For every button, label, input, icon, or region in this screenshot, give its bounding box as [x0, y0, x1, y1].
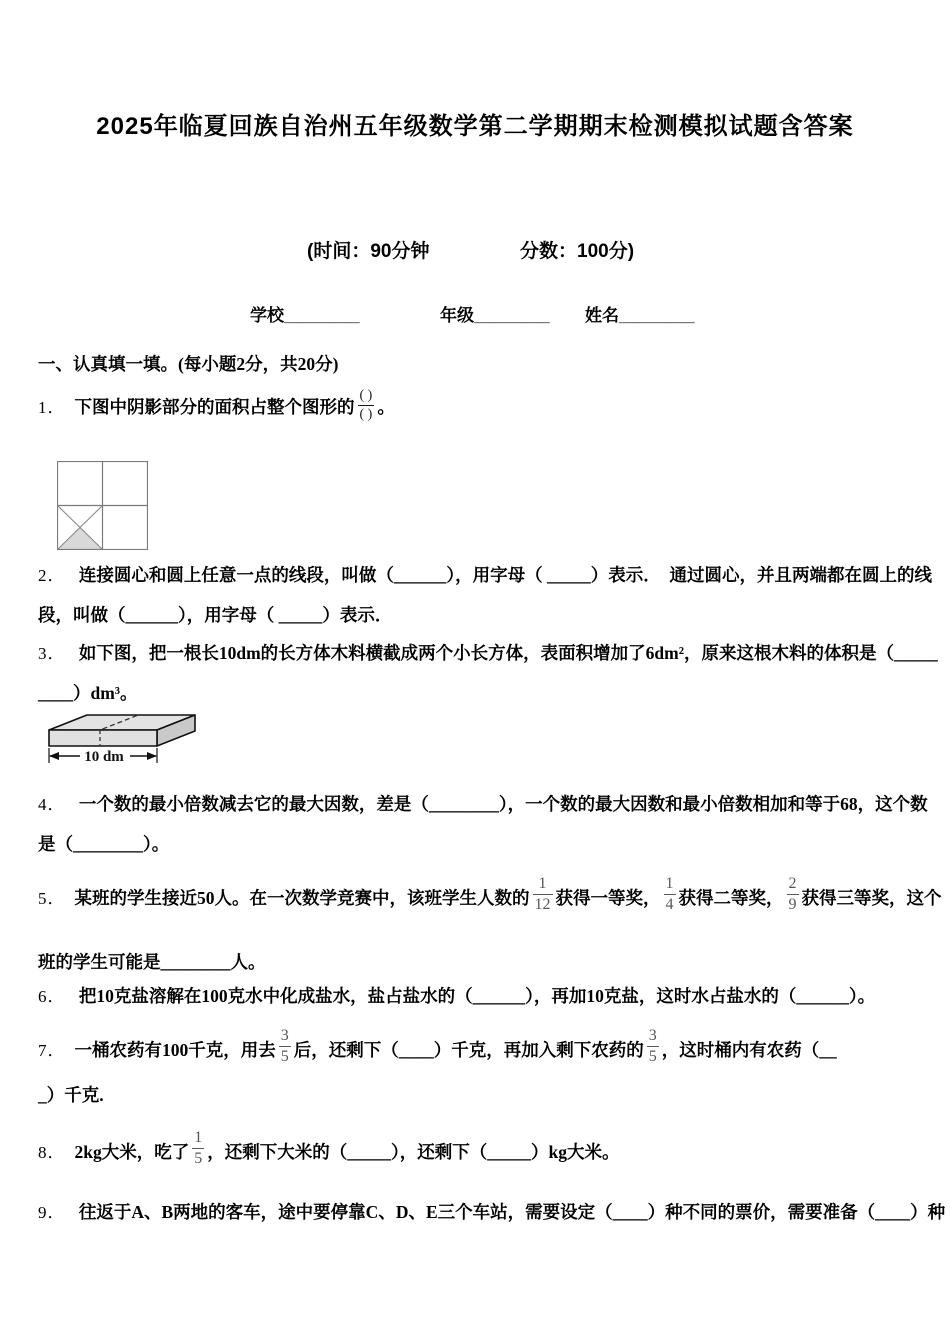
- question-2-number: 2．: [38, 566, 66, 585]
- question-4-line-1: [38, 792, 928, 817]
- question-9: [38, 1200, 945, 1225]
- question-8-text: 2kg大米，吃了: [74, 1142, 190, 1162]
- question-5-text: 获得一等奖，: [555, 888, 661, 908]
- question-2-line-1: [38, 563, 932, 588]
- fraction-1-12: [533, 874, 553, 915]
- question-5-number: 5．: [38, 889, 66, 908]
- total-score-label: 分数：100分): [520, 241, 635, 262]
- question-6-number: 6．: [38, 987, 66, 1006]
- fraction-3-5: [647, 1026, 659, 1067]
- name-blank-field: 姓名________: [585, 306, 695, 325]
- question-4-line-2: [38, 832, 169, 857]
- fraction-denominator: ( ): [359, 407, 373, 422]
- question-2-text: 连接圆心和圆上任意一点的线段，叫做（______），用字母（ _____）表示． 通过圆心，并且两端都在圆上的线: [78, 565, 932, 585]
- section-1-heading: 一、认真填一填。(每小题2分，共20分): [38, 354, 339, 374]
- school-blank-field: 学校________: [250, 306, 360, 325]
- question-7-line-2: [38, 1083, 104, 1108]
- question-4-text-continued: 是（________）。: [38, 834, 170, 854]
- question-9-text: 往返于A、B两地的客车，途中要停靠C、D、E三个车站，需要设定（____）种不同的票价，需要准备（____）种: [78, 1202, 946, 1222]
- question-2-line-2: [38, 603, 392, 628]
- fraction-numerator: 1: [665, 875, 674, 892]
- question-5-line-2: [38, 950, 266, 975]
- fraction-denominator: 9: [788, 896, 797, 913]
- question-1-tail: 。: [377, 397, 395, 417]
- question-7-number: 7．: [38, 1041, 66, 1060]
- shaded-grid-svg: [57, 461, 148, 550]
- blank-fraction: [358, 387, 375, 424]
- question-7-text: 后，还剩下（____）千克，再加入剩下农药的: [293, 1040, 644, 1060]
- question-8-number: 8．: [38, 1143, 66, 1162]
- plank-front-face: [49, 730, 157, 746]
- question-7-text: 一桶农药有100千克，用去: [74, 1040, 276, 1060]
- fraction-denominator: 12: [534, 896, 551, 913]
- question-3-text-continued: ____）dm³。: [38, 683, 138, 703]
- question-5-text-continued: 班的学生可能是________人。: [38, 952, 266, 972]
- grade-blank-field: 年级________: [440, 306, 550, 325]
- measure-label: 10 dm: [84, 749, 124, 765]
- fraction-numerator: ( ): [359, 388, 373, 403]
- question-5-text: 获得三等奖，这个: [801, 888, 942, 908]
- shaded-triangle: [58, 527, 103, 549]
- fraction-numerator: 2: [788, 875, 797, 892]
- fraction-numerator: 3: [648, 1027, 657, 1044]
- fraction-denominator: 5: [648, 1048, 657, 1065]
- question-5-text: 获得二等奖，: [678, 888, 784, 908]
- shaded-grid-figure: [57, 461, 148, 555]
- question-3-number: 3．: [38, 644, 66, 663]
- measure-arrowhead-right: [147, 752, 157, 760]
- fraction-denominator: 5: [280, 1048, 289, 1065]
- fraction-1-4: [664, 874, 676, 915]
- time-limit-label: (时间：90分钟: [307, 241, 430, 262]
- question-6: [38, 984, 875, 1009]
- page-title: 2025年临夏回族自治州五年级数学第二学期期末检测模拟试题含答案: [96, 113, 854, 140]
- question-7-text: ，这时桶内有农药（__: [661, 1040, 837, 1060]
- question-1-number: 1．: [38, 398, 66, 417]
- question-7-text-continued: _）千克.: [38, 1085, 104, 1105]
- question-1: [38, 383, 395, 420]
- wood-plank-figure: [42, 702, 212, 775]
- question-7-line-1: [38, 1022, 837, 1063]
- fraction-1-5: [192, 1128, 204, 1169]
- question-4-number: 4．: [38, 795, 66, 814]
- fraction-numerator: 1: [538, 875, 547, 892]
- measure-arrowhead-left: [49, 752, 59, 760]
- fraction-3-5: [279, 1026, 291, 1067]
- fraction-numerator: 3: [280, 1027, 289, 1044]
- question-2-text-continued: 段，叫做（______），用字母（ _____）表示．: [38, 605, 393, 625]
- question-8: [38, 1124, 619, 1165]
- question-3-text: 如下图，把一根长10dm的长方体木料横截成两个小长方体，表面积增加了6dm²，原来这根木料的体积是（_____: [78, 643, 938, 663]
- fraction-numerator: 1: [194, 1129, 203, 1146]
- fraction-denominator: 5: [194, 1150, 203, 1167]
- fraction-denominator: 4: [665, 896, 674, 913]
- question-9-number: 9．: [38, 1203, 66, 1222]
- question-1-text: 下图中阴影部分的面积占整个图形的: [74, 397, 355, 417]
- question-8-text: ，还剩下大米的（_____），还剩下（_____）kg大米。: [207, 1142, 620, 1162]
- question-3-line-1: [38, 641, 938, 666]
- question-5-text: 某班的学生接近50人。在一次数学竞赛中，该班学生人数的: [74, 888, 530, 908]
- wood-plank-svg: [42, 702, 212, 770]
- question-5-line-1: [38, 870, 942, 911]
- fraction-2-9: [787, 874, 799, 915]
- question-4-text: 一个数的最小倍数减去它的最大因数，差是（________），一个数的最大因数和最小倍数相加和等于68，这个数: [78, 794, 928, 814]
- question-6-text: 把10克盐溶解在100克水中化成盐水，盐占盐水的（______），再加10克盐，这时水占盐水的（______）。: [78, 986, 876, 1006]
